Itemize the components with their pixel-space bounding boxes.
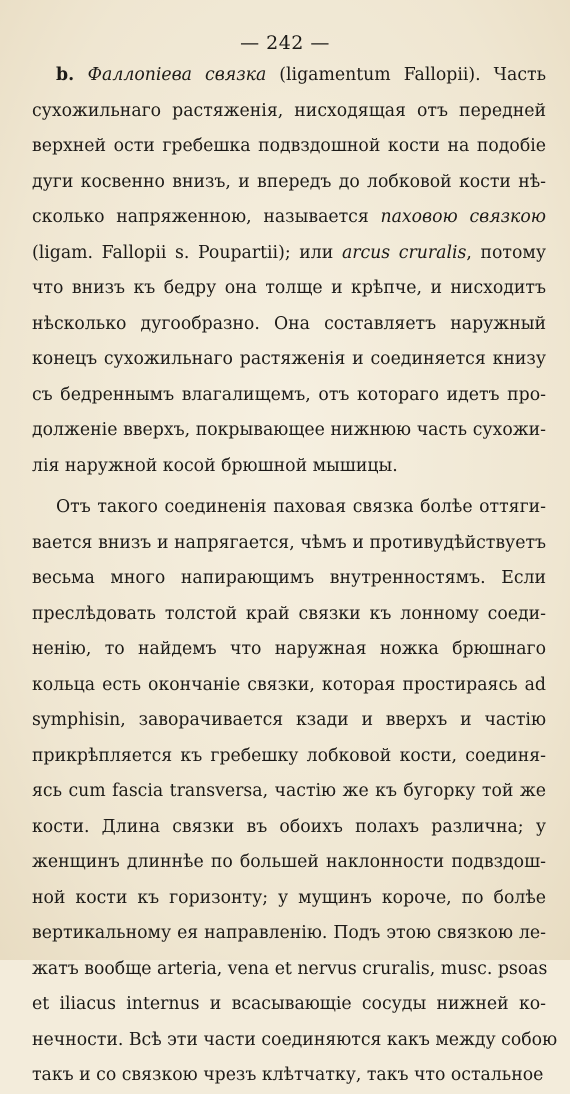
text-run: symphisin, заворачивается кзади и вверхъ и частію xyxy=(32,710,546,730)
text-run: нѣсколько дугообразно. Она составляетъ наружный xyxy=(32,313,546,334)
text-line xyxy=(32,129,546,165)
italic-term: паховою связкою xyxy=(380,207,546,227)
page-number: — 242 — xyxy=(240,32,330,54)
text-line xyxy=(32,94,546,130)
text-line xyxy=(32,413,546,449)
text-line xyxy=(32,774,546,810)
text-line xyxy=(32,952,546,988)
text-run: сухожильнаго растяженія, нисходящая отъ передней xyxy=(32,100,546,121)
text-run: такъ и со связкою чрезъ клѣтчатку, такъ что остальное xyxy=(32,1065,544,1085)
text-line xyxy=(32,739,546,775)
text-run: вается внизъ и напрягается, чѣмъ и противудѣйствуетъ xyxy=(32,532,546,553)
text-line xyxy=(32,58,546,94)
text-line xyxy=(32,1058,546,1094)
text-line xyxy=(32,526,546,562)
text-line xyxy=(32,668,546,704)
text-run: конецъ сухожильнаго растяженія и соединяется книзу xyxy=(32,349,546,369)
section-marker: b. xyxy=(56,65,88,85)
text-run: ясь cum fascia transversa, частію же къ бугорку той же xyxy=(32,781,546,801)
text-line xyxy=(32,597,546,633)
text-run: (ligamentum Fallopii). Часть xyxy=(266,65,546,85)
text-line xyxy=(32,449,546,485)
text-line xyxy=(32,342,546,378)
text-line xyxy=(32,987,546,1023)
text-run: дуги косвенно внизъ, и впередъ до лобковой кости нѣ- xyxy=(32,171,546,192)
text-run: et iliacus internus и всасывающіе сосуды нижней ко- xyxy=(32,994,546,1014)
text-run: вертикальному ея направленію. Подъ этою связкою ле- xyxy=(32,923,546,943)
text-run: Отъ такого соединенія паховая связка болѣе оттяги- xyxy=(56,497,546,517)
text-run: (ligam. Fallopii s. Poupartii); или xyxy=(32,242,342,263)
text-line xyxy=(32,236,546,272)
text-run: долженіе вверхъ, покрывающее нижнюю часть сухожи- xyxy=(32,420,546,440)
text-run: нечности. Всѣ эти части соединяются какъ между собою xyxy=(32,1029,558,1050)
text-line xyxy=(32,1023,558,1059)
text-line xyxy=(32,703,546,739)
paragraph xyxy=(32,490,558,1094)
text-line xyxy=(32,165,546,201)
text-run: женщинъ длиннѣе по большей наклонности подвздош- xyxy=(32,852,546,872)
text-run: верхней ости гребешка подвздошной кости на подобіе xyxy=(32,136,546,156)
text-line xyxy=(32,916,546,952)
text-run: что внизъ къ бедру она толще и крѣпче, и нисходитъ xyxy=(32,278,546,298)
italic-term: Фаллопіева связка xyxy=(87,65,267,85)
text-run: кости. Длина связки въ обоихъ полахъ различна; у xyxy=(32,816,546,837)
body-text xyxy=(32,58,558,1094)
text-line xyxy=(32,378,546,414)
italic-term: arcus cruralis xyxy=(341,242,467,263)
text-run: ной кости къ горизонту; у мущинъ короче, по болѣе xyxy=(32,887,546,908)
text-run: кольца есть окончаніе связки, которая простираясь ad xyxy=(32,674,546,695)
text-run: преслѣдовать толстой край связки къ лонному соеди- xyxy=(32,603,546,624)
text-line xyxy=(32,561,546,597)
text-line xyxy=(32,632,546,668)
text-run: жатъ вообще arteria, vena et nervus cruralis, musc. psoas xyxy=(32,958,548,979)
paragraph xyxy=(32,58,546,484)
text-run: лія наружной косой брюшной мышицы. xyxy=(32,455,398,476)
text-line xyxy=(32,490,546,526)
text-line xyxy=(32,810,546,846)
text-line xyxy=(32,845,546,881)
text-run: съ бедреннымъ влагалищемъ, отъ котораго идетъ про- xyxy=(32,384,546,405)
text-run: ненію, то найдемъ что наружная ножка брюшнаго xyxy=(32,639,546,659)
text-run: сколько напряженною, называется xyxy=(32,207,381,227)
text-line xyxy=(32,307,546,343)
text-line xyxy=(32,881,546,917)
text-run: весьма много напирающимъ внутренностямъ. Если xyxy=(32,568,546,588)
text-run: прикрѣпляется къ гребешку лобковой кости, соединя- xyxy=(32,745,546,766)
text-line xyxy=(32,200,546,236)
text-run: , потому xyxy=(466,242,546,263)
text-line xyxy=(32,271,546,307)
